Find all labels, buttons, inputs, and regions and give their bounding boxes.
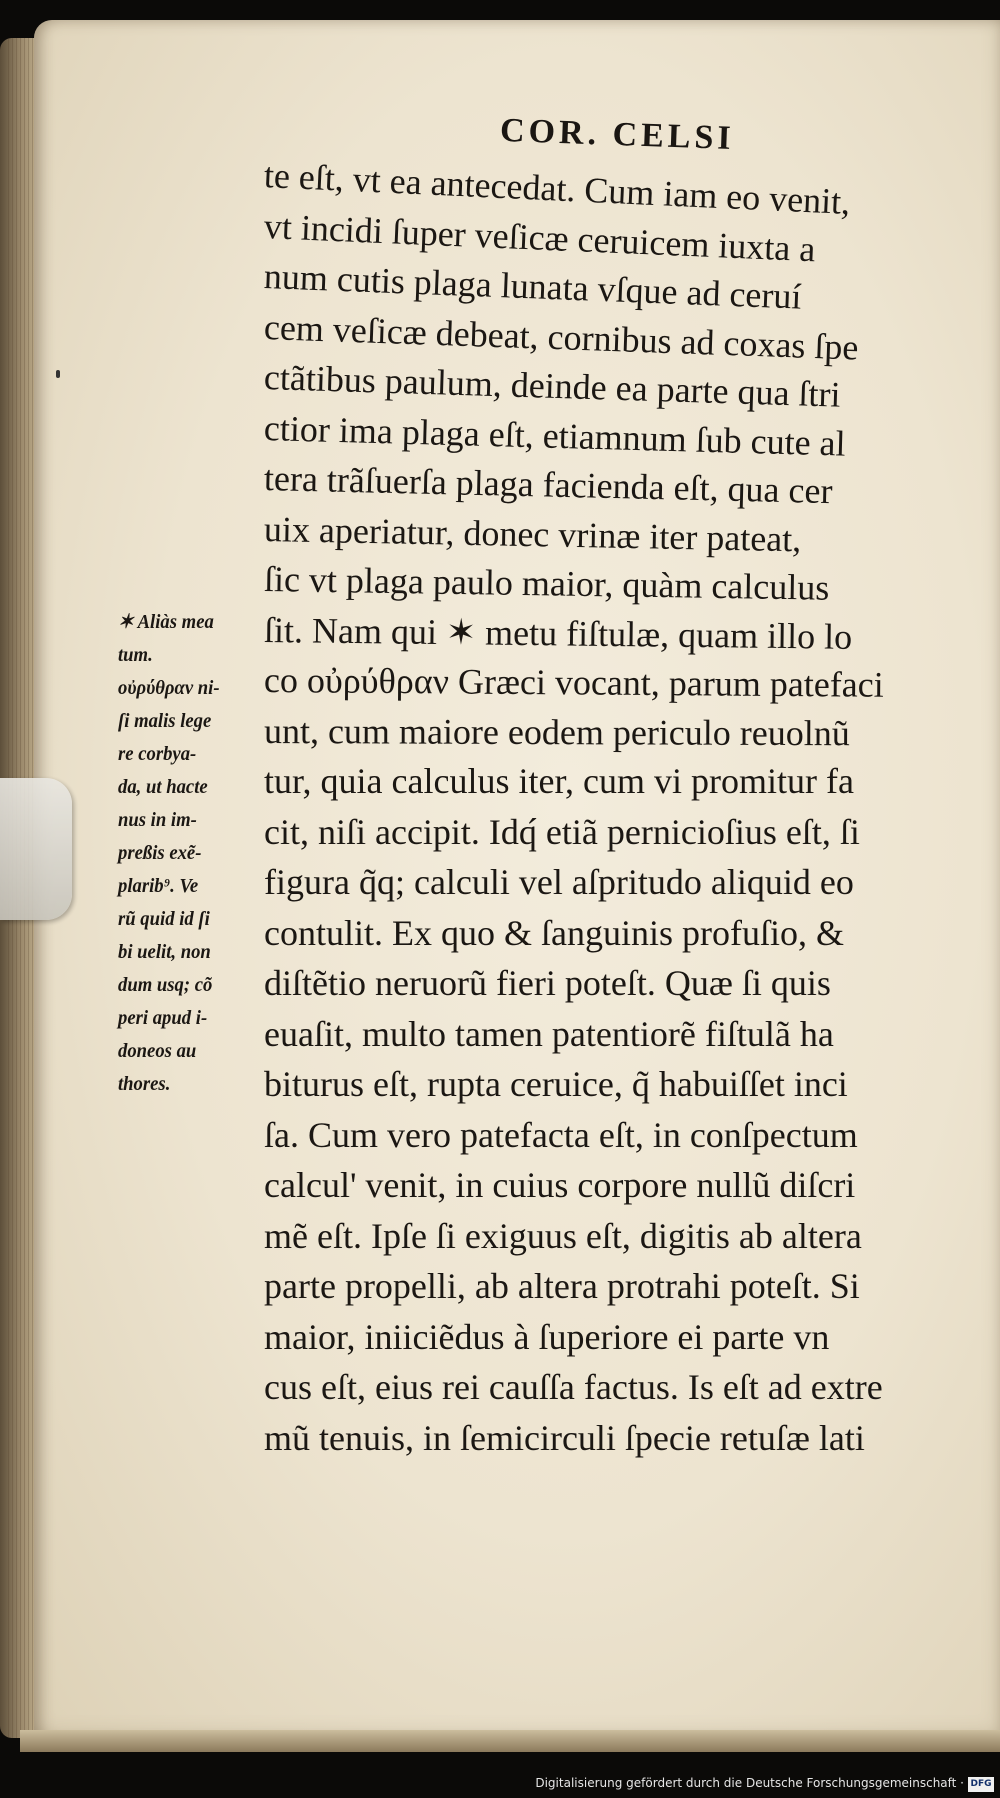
margin-note-line: nus in im- [118,809,197,831]
margin-note-line: thores. [118,1073,171,1095]
text-line: ctãtibus paulum, deinde ea parte qua ſtri [263,357,842,415]
margin-note-line: tum. [118,644,153,666]
text-line: ſa. Cum vero patefacta eſt, in conſpectum [264,1114,858,1155]
text-line: figura q̃q; calculi vel aſpritudo aliquid eo [264,862,854,902]
footer-credit: Digitalisierung gefördert durch die Deutsche Forschungsgemeinschaft · [535,1776,964,1790]
text-line: ſit. Nam qui ✶ metu fiſtulæ, quam illo lo [263,609,853,657]
text-line: parte propelli, ab altera protrahi poteſt. Si [264,1266,860,1306]
margin-note-line: peri apud i- [118,1007,208,1029]
text-line: uix aperiatur, donec vrinæ iter pateat, [263,508,802,559]
running-head: COR. CELSI [499,111,736,158]
text-line: biturus eſt, rupta ceruice, q̃ habuiſſet inci [264,1064,848,1104]
text-line: contulit. Ex quo & ſanguinis profuſio, & [264,912,844,953]
text-line: maior, iniiciẽdus à ſuperiore ei parte vn [264,1316,830,1357]
text-line: euaſit, multo tamen patentiorẽ fiſtulã ha [264,1013,834,1054]
margin-note-line: plarib⁹. Ve [118,875,199,897]
margin-note-line: preßis exẽ- [118,842,202,864]
margin-note-line: bi uelit, non [118,941,211,963]
text-line: unt, cum maiore eodem periculo reuolnũ [263,710,850,753]
margin-note-line: da, ut hacte [118,776,208,798]
margin-note-line: οὐρύθραν ni- [118,677,220,699]
margin-note-line: re corbya- [118,743,197,765]
text-line: calcul' venit, in cuius corpore nullũ diſcri [264,1165,856,1205]
ink-mark [56,370,60,378]
margin-note-line: dum usq; cõ [118,974,213,996]
text-line: ſic vt plaga paulo maior, quàm calculus [263,559,830,608]
margin-note-line: doneos au [118,1040,197,1062]
text-line: te eſt, vt ea antecedat. Cum iam eo venit, [263,155,852,223]
text-line: diſtẽtio neruorũ fieri poteſt. Quæ ſi quis [264,963,831,1003]
body-text [264,150,984,1463]
margin-note-line: ✶ Aliàs mea [118,611,214,633]
page-bottom-edge [20,1730,1000,1752]
text-line: ctior ima plaga eſt, etiamnum ſub cute al [263,407,847,464]
digitization-footer [0,1774,1000,1798]
text-line: mũ tenuis, in ſemicirculi ſpecie retuſæ lati [264,1417,865,1458]
text-line: vt incidi ſuper veſicæ ceruicem iuxta a [263,205,817,269]
text-line: tur, quia calculus iter, cum vi promitur fa [264,761,854,801]
dfg-logo: DFG [968,1777,994,1792]
text-line: mẽ eſt. Ipſe ſi exiguus eſt, digitis ab altera [264,1215,862,1256]
margin-note [118,606,268,1101]
text-line: co οὐρύθραν Græci vocant, parum patefaci [263,660,884,705]
text-line: cem veſicæ debeat, cornibus ad coxas ſpe [263,306,860,368]
page-clip [0,778,72,920]
text-line: cus eſt, eius rei cauſſa factus. Is eſt ad extre [264,1367,883,1407]
margin-note-line: rũ quid id ſi [118,908,210,930]
margin-note-line: ſi malis lege [118,710,212,732]
text-line: num cutis plaga lunata vſque ad ceruí [263,256,803,317]
text-line: cit, niſi accipit. Idq́ etiã pernicioſius eſt, ſi [264,811,860,852]
text-line: tera trãſuerſa plaga facienda eſt, qua cer [263,458,833,512]
